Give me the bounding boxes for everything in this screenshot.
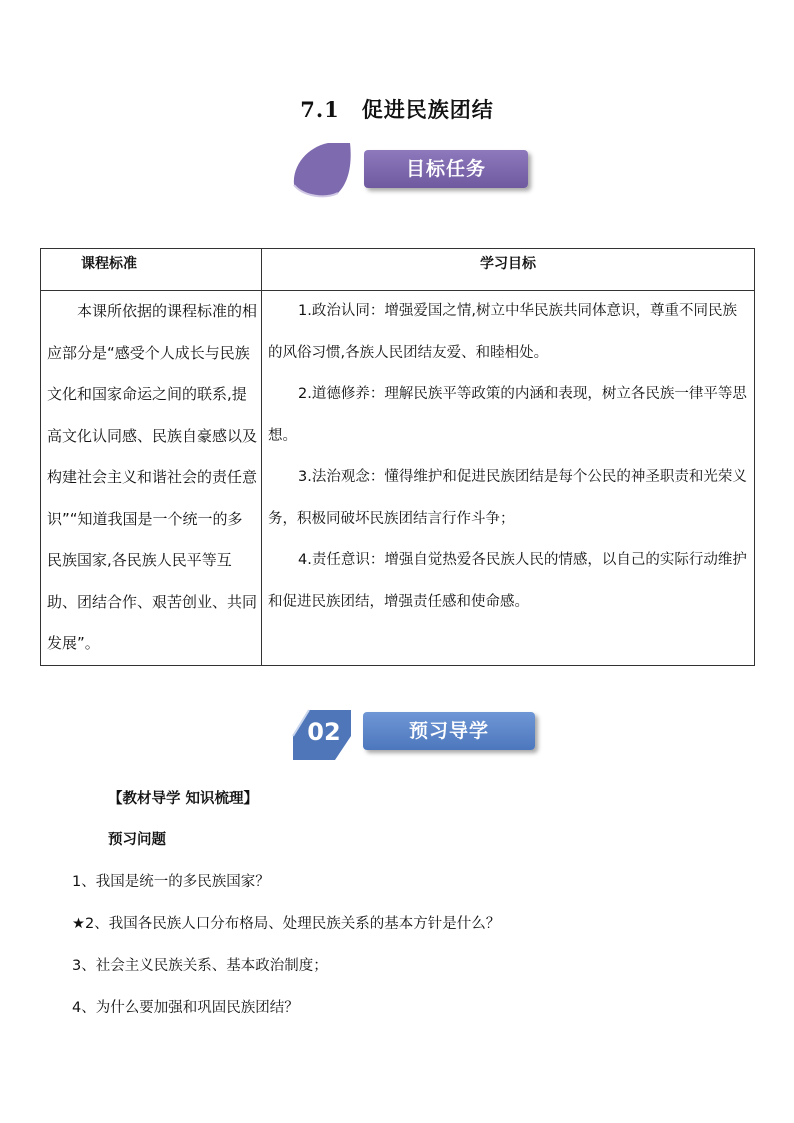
goal-item: 3.法治观念：懂得维护和促进民族团结是每个公民的神圣职责和光荣义务，积极同破坏民族团结言行作斗争； <box>268 469 747 527</box>
section-banner-goals <box>290 141 535 201</box>
section-number-badge: 02 <box>307 718 341 746</box>
question-item: 4、为什么要加强和巩固民族团结？ <box>72 1000 299 1016</box>
section-label: 目标任务 <box>364 150 528 188</box>
section-label: 预习导学 <box>363 712 535 750</box>
question-item: ★2、我国各民族人口分布格局、处理民族关系的基本方针是什么？ <box>72 916 501 932</box>
section-banner-preview <box>287 706 542 766</box>
goal-item: 4.责任意识：增强自觉热爱各民族人民的情感，以自己的实际行动维护和促进民族团结，增强责任感和使命感。 <box>268 552 747 610</box>
curriculum-table <box>40 248 755 666</box>
table-row <box>41 291 755 666</box>
header-goals: 学习目标 <box>262 249 755 291</box>
header-standard: 课程标准 <box>41 249 262 291</box>
guide-heading: 【教材导学 知识梳理】 <box>108 791 259 807</box>
section-number: 7.1 <box>300 97 340 122</box>
section-badge-icon <box>290 141 354 199</box>
curriculum-standard-text: 本课所依据的课程标准的相应部分是“感受个人成长与民族文化和国家命运之间的联系,提高文化认同感、民族自豪感以及构建社会主义和谐社会的责任意识”“知道我国是一个统一的多民族国家,各民族人民平等互助、团结合作、艰苦创业、共同发展”。 <box>41 291 262 666</box>
goal-item: 1.政治认同：增强爱国之情,树立中华民族共同体意识，尊重不同民族的风俗习惯,各族人民团结友爱、和睦相处。 <box>268 303 737 361</box>
question-item: 1、我国是统一的多民族国家？ <box>72 874 270 890</box>
guide-subheading: 预习问题 <box>108 832 166 848</box>
title-text: 促进民族团结 <box>361 97 494 122</box>
learning-goals-cell <box>262 291 755 666</box>
page-title <box>0 94 794 124</box>
table-header-row <box>41 249 755 291</box>
goal-item: 2.道德修养：理解民族平等政策的内涵和表现，树立各民族一律平等思想。 <box>268 386 747 444</box>
question-item: 3、社会主义民族关系、基本政治制度； <box>72 958 328 974</box>
